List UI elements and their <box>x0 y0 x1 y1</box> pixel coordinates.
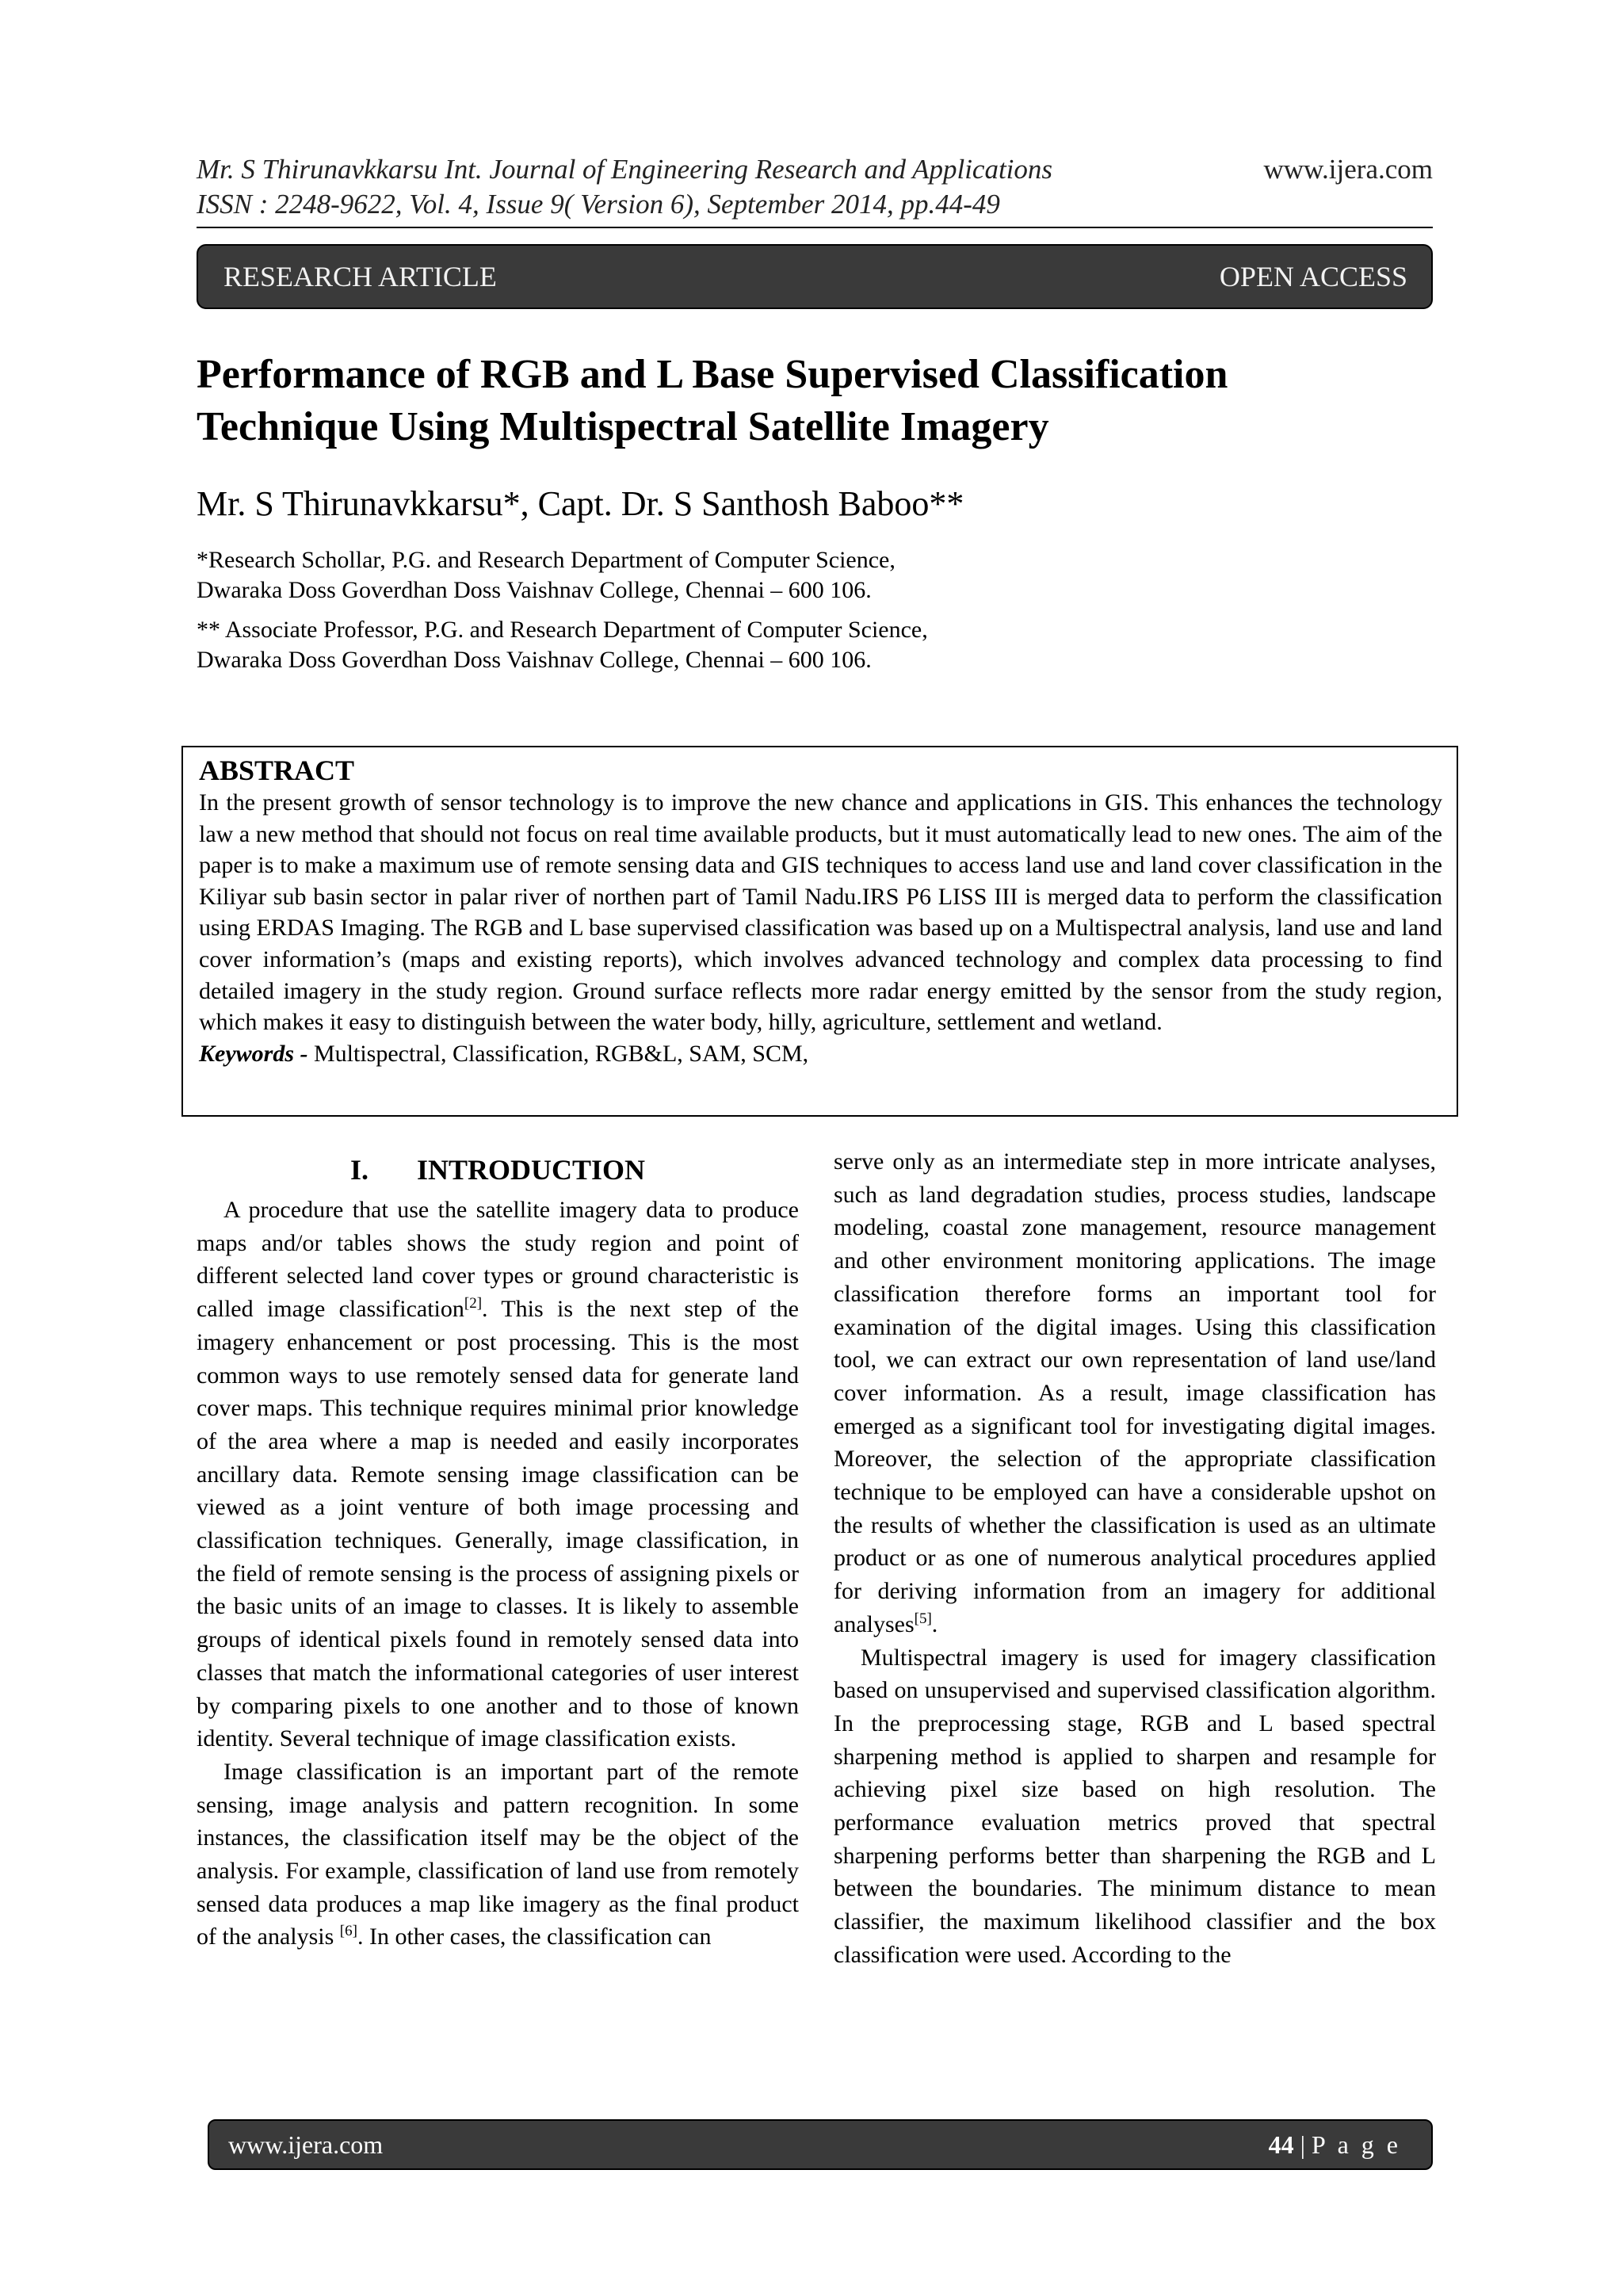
intro-paragraph-1: A procedure that use the satellite imagery data to produce maps and/or tables shows the study region and point of different selected land cover types or ground characteristic is called image classification[2]. This is the next step of the imagery enhancement or post processing. This is the most common ways to use remotely sensed data for generate land cover maps. This technique requires minimal prior knowledge of the area where a map is needed and easily incorporates ancillary data. Remote sensing image classification can be viewed as a joint venture of both image processing and classification techniques. Generally, image classification, in the field of remote sensing is the process of assigning pixels or the basic units of an image to classes. It is likely to assemble groups of identical pixels found in remotely sensed data into classes that match the informational categories of user interest by comparing pixels to one another and to those of known identity. Several technique of image classification exists. <box>197 1197 799 1752</box>
left-column <box>197 1194 799 1954</box>
running-header <box>197 152 1433 222</box>
journal-website-link[interactable]: www.ijera.com <box>1263 154 1433 185</box>
affiliation-1-line-1: *Research Schollar, P.G. and Research Department of Computer Science, <box>197 547 896 573</box>
section-title: INTRODUCTION <box>416 1154 646 1186</box>
issn-line: ISSN : 2248-9622, Vol. 4, Issue 9( Version 6), September 2014, pp.44-49 <box>197 189 1000 220</box>
abstract-box <box>181 746 1458 1117</box>
introduction-heading <box>197 1152 799 1187</box>
affiliation-1 <box>197 545 1385 606</box>
paper-title <box>197 349 1433 453</box>
journal-citation: Mr. S Thirunavkkarsu Int. Journal of Engineering Research and Applications <box>197 154 1053 185</box>
keywords-line <box>199 1038 1442 1070</box>
author-list: Mr. S Thirunavkkarsu*, Capt. Dr. S Santhosh Baboo** <box>197 484 964 523</box>
citation-ref-2: [2] <box>464 1295 483 1312</box>
intro-paragraph-3: serve only as an intermediate step in more intricate analyses, such as land degradation studies, process studies, landscape modeling, coastal zone management, resource management and other environment monitoring applications. The image classification therefore forms an important tool for examination of the digital images. Using this classification tool, we can extract our own representation of land use/land cover information. As a result, image classification has emerged as a significant tool for investigating digital images. Moreover, the selection of the appropriate classification technique to be employed can have a considerable upshot on the results of whether the classification is used as an ultimate product or as one of numerous analytical procedures applied for deriving information from an imagery for additional analyses[5]. <box>834 1148 1436 1637</box>
footer-website-link[interactable]: www.ijera.com <box>228 2130 384 2159</box>
page-label: P a g e <box>1311 2130 1401 2159</box>
open-access-label: OPEN ACCESS <box>1219 261 1407 292</box>
intro-paragraph-4: Multispectral imagery is used for imagery classification based on unsupervised and supervised classification algorithm. In the preprocessing stage, RGB and L based spectral sharpening method is applied to sharpen and resample for achieving pixel size based on high resolution. The performance evaluation metrics proved that spectral sharpening performs better than sharpening the RGB and L between the boundaries. The minimum distance to mean classifier, the maximum likelihood classifier and the box classification were used. According to the <box>834 1644 1436 1968</box>
affiliation-2-line-1: ** Associate Professor, P.G. and Research Department of Computer Science, <box>197 617 928 643</box>
section-number: I. <box>349 1154 369 1186</box>
abstract-text: In the present growth of sensor technology is to improve the new chance and applications in GIS. This enhances the technology law a new method that should not focus on real time available products, but it must automatically lead to new ones. The aim of the paper is to make a maximum use of remote sensing data and GIS techniques to access land use and land cover classification in the Kiliyar sub basin sector in palar river of northen part of Tamil Nadu.IRS P6 LISS III is merged data to perform the classification using ERDAS Imaging. The RGB and L base supervised classification was based up on a Multispectral analysis, land use and land cover information’s (maps and existing reports), which involves advanced technology and complex data processing to find detailed imagery in the study region. Ground surface reflects more radar energy emitted by the sensor from the study region, which makes it easy to distinguish between the water body, hilly, agriculture, settlement and wetland. <box>199 789 1442 1036</box>
abstract-heading: ABSTRACT <box>199 755 355 786</box>
research-article-label: RESEARCH ARTICLE <box>223 261 497 292</box>
keywords-label: Keywords - <box>199 1040 308 1067</box>
affiliation-1-line-2: Dwaraka Doss Goverdhan Doss Vaishnav College, Chennai – 600 106. <box>197 577 872 603</box>
title-line-2: Technique Using Multispectral Satellite Imagery <box>197 404 1049 449</box>
header-divider <box>197 227 1433 228</box>
article-type-banner <box>197 244 1433 309</box>
title-line-1: Performance of RGB and L Base Supervised Classification <box>197 352 1228 397</box>
intro-paragraph-2: Image classification is an important part of the remote sensing, image analysis and pattern recognition. In some instances, the classification itself may be the object of the analysis. For example, classification of land use from remotely sensed data produces a map like imagery as the final product of the analysis [6]. In other cases, the classification can <box>197 1758 799 1950</box>
citation-ref-5: [5] <box>914 1610 932 1627</box>
citation-ref-6: [6] <box>339 1923 357 1940</box>
page-number: 44 <box>1268 2130 1294 2159</box>
affiliation-2-line-2: Dwaraka Doss Goverdhan Doss Vaishnav College, Chennai – 600 106. <box>197 647 872 673</box>
affiliation-2 <box>197 615 1385 675</box>
keywords-list: Multispectral, Classification, RGB&L, SAM, SCM, <box>307 1040 809 1067</box>
page-footer <box>208 2119 1433 2170</box>
page-indicator: 44 | P a g e <box>1268 2130 1401 2159</box>
right-column <box>834 1145 1436 1972</box>
